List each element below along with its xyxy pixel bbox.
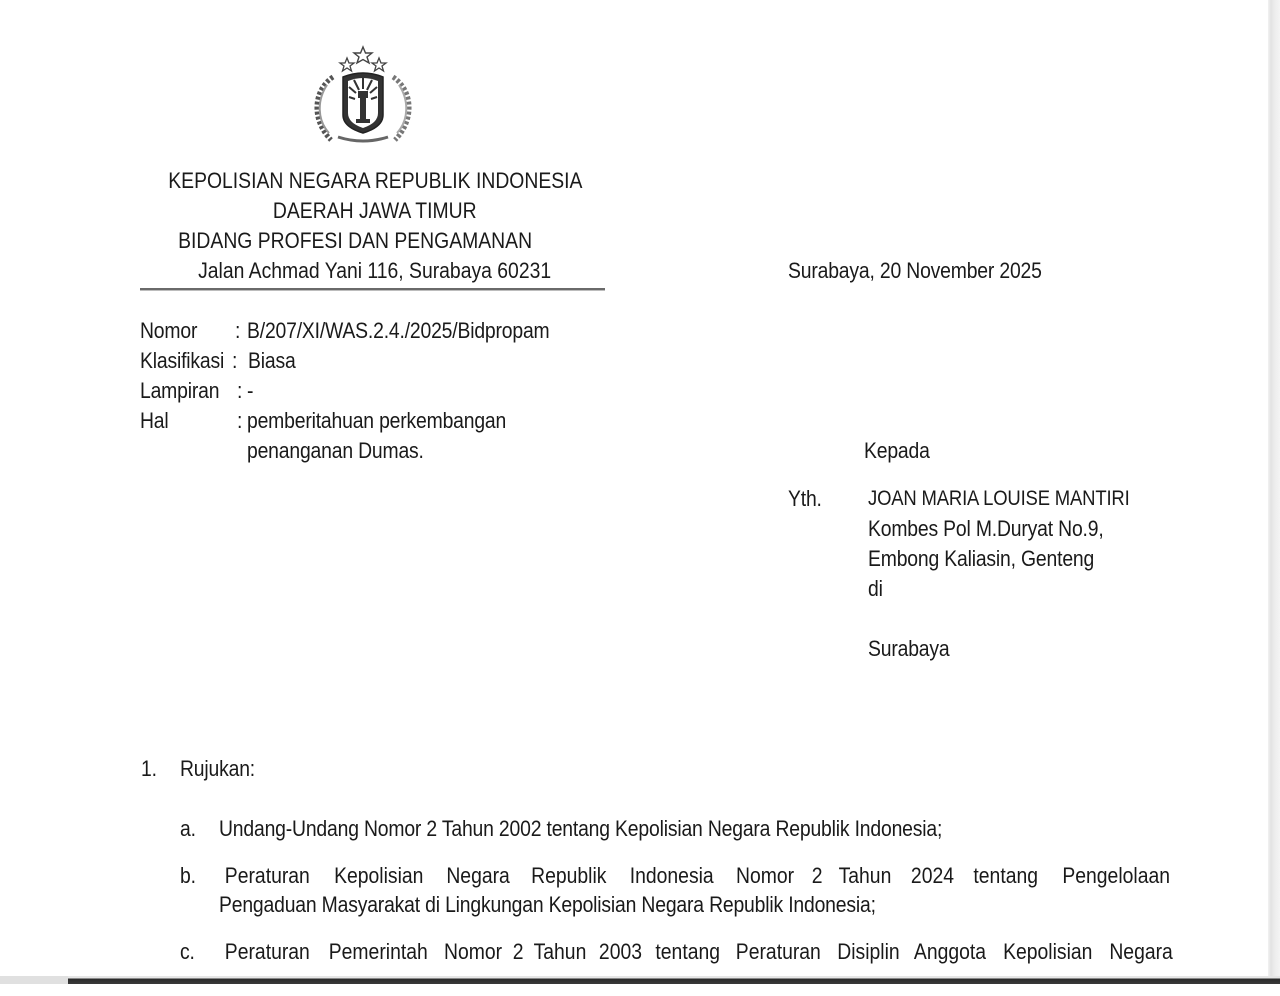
letterhead-address: Jalan Achmad Yani 116, Surabaya 60231: [198, 258, 552, 283]
word: Anggota: [914, 939, 987, 964]
meta-label-nomor: Nomor: [140, 318, 198, 343]
meta-colon: :: [237, 378, 243, 403]
item-letter: a.: [180, 816, 196, 841]
word: Kepolisian: [1003, 939, 1093, 964]
recipient-di: di: [868, 576, 883, 601]
recipient-city: Surabaya: [868, 636, 950, 661]
meta-value-klasifikasi: Biasa: [248, 348, 296, 373]
recipient-kepada: Kepada: [864, 438, 930, 463]
recipient-yth: Yth.: [788, 486, 822, 511]
word: Pengelolaan: [1061, 863, 1170, 888]
recipient-name: JOAN MARIA LOUISE MANTIRI: [868, 487, 1130, 510]
letterhead-line-2: DAERAH JAWA TIMUR: [273, 198, 477, 223]
meta-colon: :: [235, 318, 241, 343]
item-text: [219, 861, 1177, 891]
word: Pemerintah: [328, 939, 428, 964]
meta-value-lampiran: -: [247, 378, 254, 403]
section-number: 1.: [141, 756, 157, 781]
word: tentang: [973, 863, 1038, 888]
item-letter: b.: [180, 863, 196, 888]
meta-label-hal: Hal: [140, 408, 169, 433]
place-date: Surabaya, 20 November 2025: [788, 258, 1042, 283]
word: Negara: [1109, 939, 1173, 964]
word: 2003: [598, 939, 642, 964]
meta-label-lampiran: Lampiran: [140, 378, 220, 403]
letterhead-line-3: BIDANG PROFESI DAN PENGAMANAN: [178, 228, 532, 253]
meta-label-klasifikasi: Klasifikasi: [140, 348, 225, 373]
word: Nomor: [736, 863, 795, 888]
section-title: Rujukan:: [180, 756, 256, 781]
word: Nomor: [443, 939, 503, 964]
word: Disiplin: [836, 939, 900, 964]
word: Kepolisian: [334, 863, 424, 888]
meta-colon: :: [232, 348, 238, 373]
word: Negara: [446, 863, 510, 888]
word: Peraturan: [224, 863, 310, 888]
item-letter: c.: [180, 939, 195, 964]
word: Indonesia: [630, 863, 715, 888]
word: Tahun: [838, 863, 892, 888]
word: 2024: [910, 863, 954, 888]
item-text-cont: Pengaduan Masyarakat di Lingkungan Kepolisian Negara Republik Indonesia;: [219, 892, 876, 917]
viewer-bottom-edge: [0, 976, 1280, 984]
recipient-address-2: Embong Kaliasin, Genteng: [868, 546, 1095, 571]
meta-value-hal: pemberitahuan perkembangan: [247, 408, 507, 433]
word: 2: [811, 863, 823, 888]
letterhead-divider: [140, 288, 605, 290]
police-emblem-icon: [303, 45, 423, 150]
recipient-address-1: Kombes Pol M.Duryat No.9,: [868, 516, 1104, 541]
item-text: [219, 937, 1177, 967]
meta-value-nomor: B/207/XI/WAS.2.4./2025/Bidpropam: [247, 318, 550, 343]
meta-value-hal-cont: penanganan Dumas.: [247, 438, 424, 463]
word: 2: [512, 939, 524, 964]
letterhead-line-1: KEPOLISIAN NEGARA REPUBLIK INDONESIA: [168, 168, 583, 193]
word: tentang: [655, 939, 720, 964]
word: Tahun: [533, 939, 587, 964]
word: Peraturan: [735, 939, 821, 964]
item-text: Undang-Undang Nomor 2 Tahun 2002 tentang Kepolisian Negara Republik Indonesia;: [219, 816, 943, 841]
meta-colon: :: [237, 408, 243, 433]
viewer-right-edge: [1268, 0, 1280, 984]
word: Peraturan: [224, 939, 310, 964]
word: Republik: [531, 863, 607, 888]
